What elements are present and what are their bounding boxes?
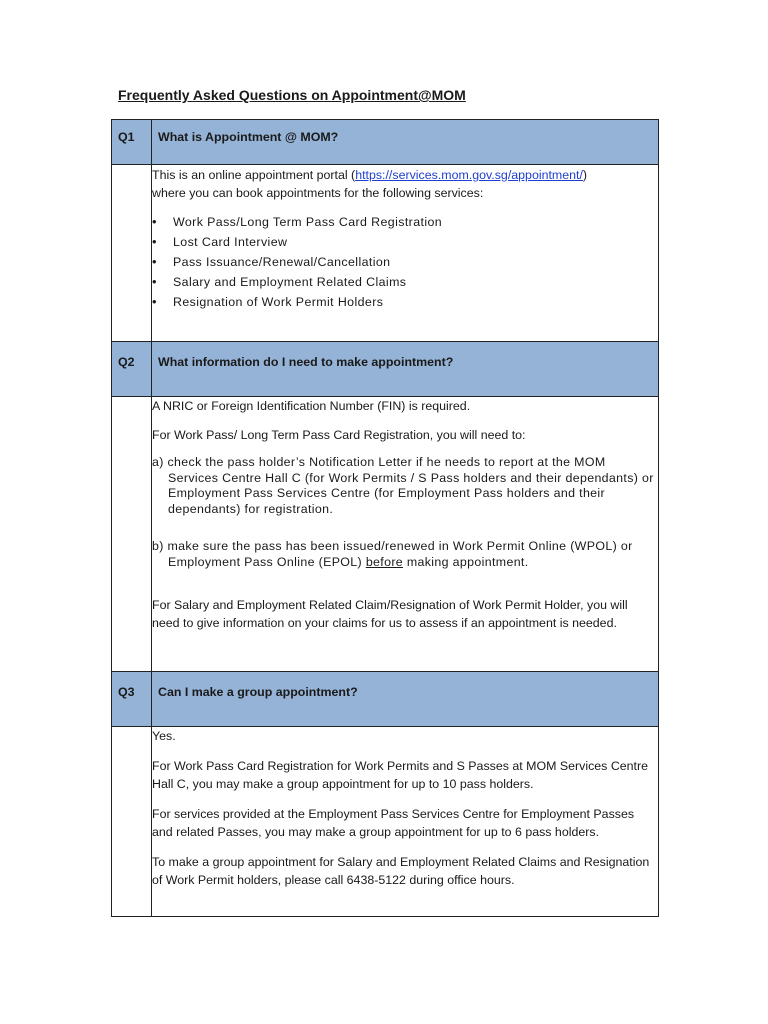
answer-row-q3	[112, 727, 659, 917]
question-row-q3	[112, 672, 659, 727]
answer-number-cell	[112, 727, 152, 917]
list-item: • Lost Card Interview	[152, 232, 658, 252]
answer-paragraph: Yes.	[152, 729, 176, 743]
appointment-portal-link[interactable]: https://services.mom.gov.sg/appointment/	[355, 168, 583, 182]
page-title: Frequently Asked Questions on Appointment@MOM	[118, 87, 466, 103]
answer-number-cell	[112, 397, 152, 672]
question-text: Can I make a group appointment?	[152, 672, 659, 727]
question-number: Q3	[112, 672, 152, 727]
answer-paragraph: For Work Pass/ Long Term Pass Card Registration, you will need to:	[152, 428, 526, 442]
answer-row-q2	[112, 397, 659, 672]
list-item: • Salary and Employment Related Claims	[152, 272, 658, 292]
question-row-q2	[112, 342, 659, 397]
faq-table	[111, 119, 659, 917]
answer-list-item-a: a) check the pass holder’s Notification Letter if he needs to report at the MOM Services Centre Hall C (for Work Permits / S Pass holders and their dependants) or Employment Pass Services Centre (for Employment Pass holders and their dependants) for registration.	[152, 455, 654, 516]
question-text: What information do I need to make appointment?	[152, 342, 659, 397]
answer-row-q1	[112, 165, 659, 342]
answer-list-item-b: b) make sure the pass has been issued/renewed in Work Permit Online (WPOL) or Employment Pass Online (EPOL) before making appointment.	[152, 539, 633, 569]
list-item: • Pass Issuance/Renewal/Cancellation	[152, 252, 658, 272]
list-item: • Resignation of Work Permit Holders	[152, 292, 658, 312]
question-number: Q1	[112, 120, 152, 165]
answer-paragraph: For services provided at the Employment Pass Services Centre for Employment Passes and related Passes, you may make a group appointment for up to 6 pass holders.	[152, 807, 635, 839]
answer-number-cell	[112, 165, 152, 342]
list-item: • Work Pass/Long Term Pass Card Registration	[152, 212, 658, 232]
answer-paragraph: A NRIC or Foreign Identification Number (FIN) is required.	[152, 399, 471, 413]
answer-cell	[152, 165, 659, 342]
answer-cell	[152, 727, 659, 917]
question-number: Q2	[112, 342, 152, 397]
answer-paragraph: For Salary and Employment Related Claim/Resignation of Work Permit Holder, you will need to give information on your claims for us to assess if an appointment is needed.	[152, 598, 628, 630]
answer-intro: This is an online appointment portal (https://services.mom.gov.sg/appointment/)	[152, 168, 588, 182]
services-list	[152, 212, 658, 312]
answer-intro-line2: where you can book appointments for the following services:	[152, 186, 484, 200]
answer-cell	[152, 397, 659, 672]
answer-paragraph: For Work Pass Card Registration for Work Permits and S Passes at MOM Services Centre Hall C, you may make a group appointment for up to 10 pass holders.	[152, 759, 649, 791]
answer-paragraph: To make a group appointment for Salary and Employment Related Claims and Resignation of Work Permit holders, please call 6438-5122 during office hours.	[152, 855, 650, 887]
question-row-q1	[112, 120, 659, 165]
question-text: What is Appointment @ MOM?	[152, 120, 659, 165]
